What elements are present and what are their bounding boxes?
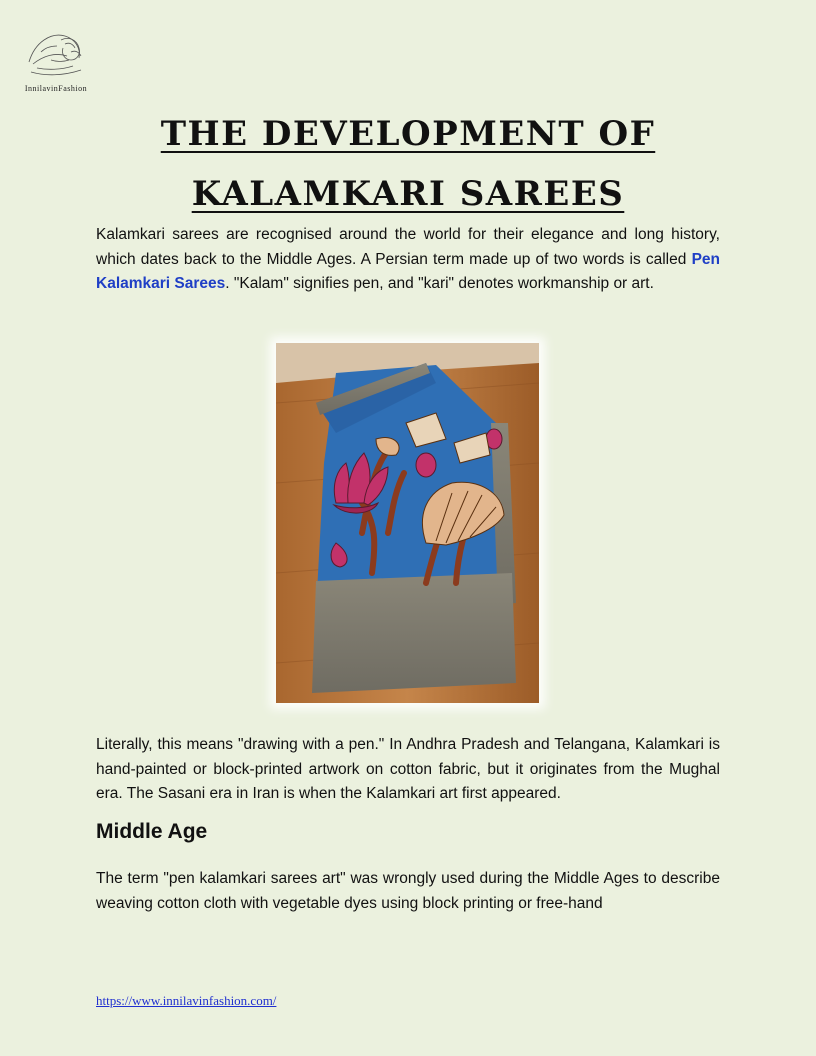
brand-logo (10, 22, 102, 98)
intro-text-after: . "Kalam" signifies pen, and "kari" denotes workmanship or art. (225, 275, 654, 292)
footer-website-link[interactable]: https://www.innilavinfashion.com/ (96, 993, 277, 1008)
page-title (96, 104, 720, 224)
intro-paragraph (96, 223, 720, 297)
literally-paragraph: Literally, this means "drawing with a pen." In Andhra Pradesh and Telangana, Kalamkari is hand-painted or block-printed artwork on cotton fabric, but it originates from the Mughal era. The Sasani era in Iran is when the Kalamkari art first appeared. (96, 736, 720, 802)
section-heading-middle-age: Middle Age (96, 820, 208, 843)
page-title-text: THE DEVELOPMENT OF KALAMKARI SAREES (160, 114, 656, 214)
saree-photo (276, 343, 539, 703)
sleeping-woman-sketch-icon (21, 22, 91, 84)
intro-text-before: Kalamkari sarees are recognised around the world for their elegance and long history, which dates back to the Middle Ages. A Persian term made up of two words is called (96, 226, 720, 268)
pen-kalamkari-link[interactable]: Pen Kalamkari Sarees (96, 250, 720, 292)
middle-age-paragraph: The term "pen kalamkari sarees art" was wrongly used during the Middle Ages to describe weaving cotton cloth with vegetable dyes using block printing or free-hand (96, 870, 720, 912)
logo-text: InnilavinFashion (24, 84, 88, 93)
